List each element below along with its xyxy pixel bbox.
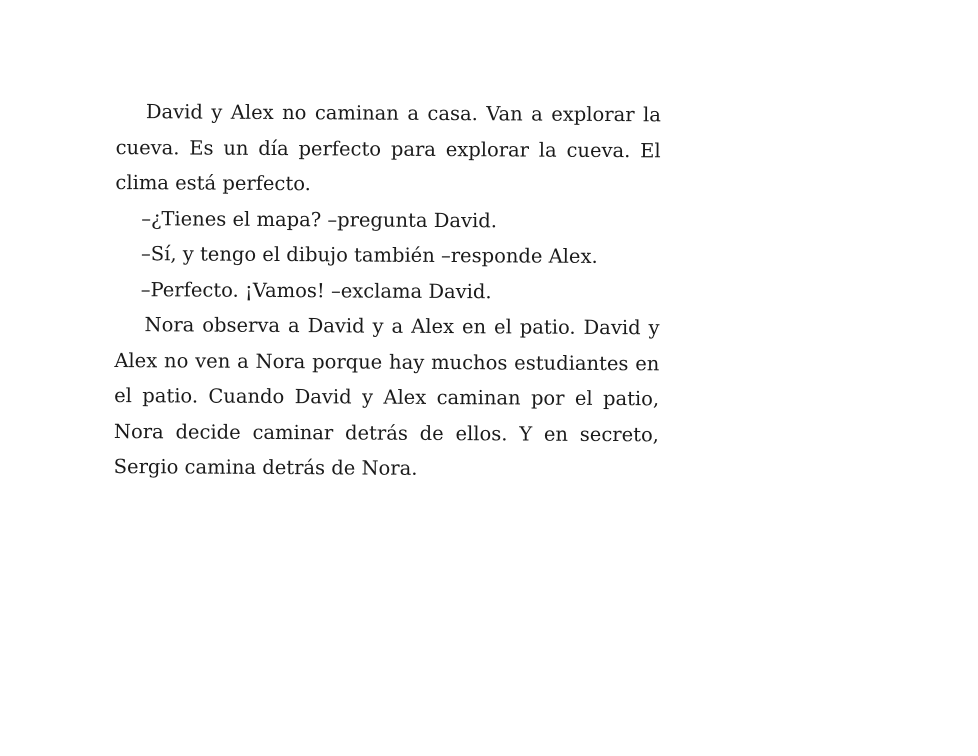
story-text: [114, 94, 661, 488]
dialogue-line-david-exclaim: –Perfecto. ¡Vamos! –exclama David.: [140, 277, 492, 303]
dialogue-line-alex-answer: –Sí, y tengo el dibujo también –responde Alex.: [140, 242, 598, 268]
dialogue-line-david-question: –¿Tienes el mapa? –pregunta David.: [141, 206, 498, 232]
paragraph-nora: Nora observa a David y a Alex en el patio. David y Alex no ven a Nora porque hay muchos estudiantes en el patio. Cuando David y Alex caminan por el patio, Nora decide caminar detrás de ellos. Y en secreto, Sergio camina detrás de Nora.: [113, 313, 660, 480]
paragraph-intro: David y Alex no caminan a casa. Van a explorar la cueva. Es un día perfecto para explorar la cueva. El clima está perfecto.: [115, 100, 661, 196]
